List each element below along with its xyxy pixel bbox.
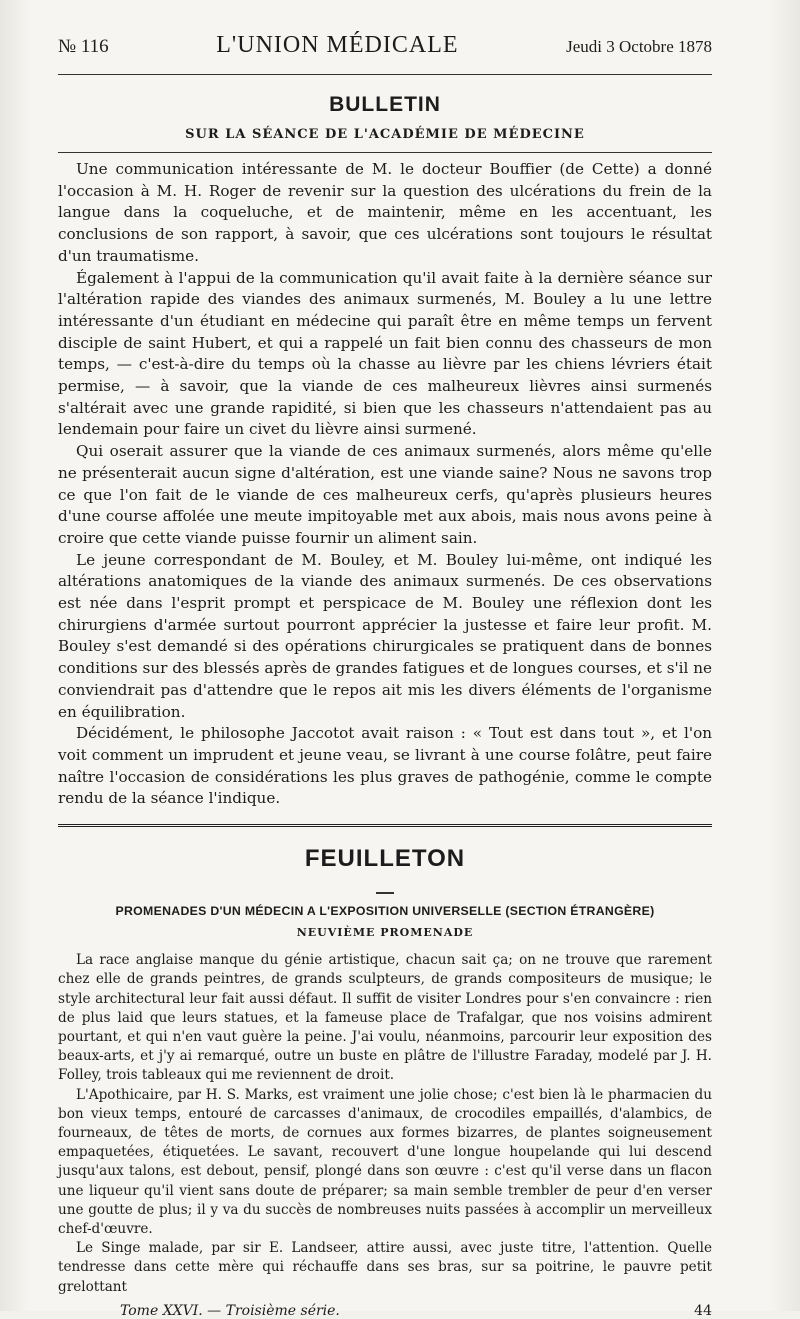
bulletin-paragraph: Qui oserait assurer que la viande de ces animaux surmenés, alors même qu'elle ne présenterait aucun signe d'altération, est une viande saine? Nous ne savons trop ce que l'on fait de le viande de ces malheureux cerfs, qu'après plusieurs heures d'une course affolée une meute impitoyable met aux abois, mais nous avons peine à croire que cette viande puisse fournir un aliment sain. <box>58 442 712 547</box>
bulletin-paragraph: Le jeune correspondant de M. Bouley, et M. Bouley lui-même, ont indiqué les altérations anatomiques de la viande des animaux surmenés. De ces observations est née dans l'esprit prompt et perspicace de M. Bouley une réflexion dont les chirurgiens d'armée surtout pourront apprécier la justesse et faire leur profit. M. Bouley s'est demandé si des opérations chirurgicales se pratiquent dans de bonnes conditions sur des blessés après de grandes fatigues et de longues courses, et s'il ne conviendrait pas d'attendre que le repos ait mis les divers éléments de l'organisme en équilibration. <box>58 550 712 721</box>
feuilleton-paragraph: L'Apothicaire, par H. S. Marks, est vraiment une jolie chose; c'est bien là le pharmacien du bon vieux temps, entouré de carcasses d'animaux, de crocodiles empaillés, d'alambics, de fourneaux, de têtes de morts, de cornues aux formes bizarres, de plantes soigneusement empaquetées, étiquetées. Le savant, recouvert d'une longue houpelande qui lui descend jusqu'aux talons, est debout, pensif, plongé dans son œuvre : c'est qu'il verse dans un flacon une liqueur qu'il vient sans doute de préparer; sa main semble trembler de peur d'en verser une goutte de plus; il y va du succès de nombreuses nuits passées à accomplir un merveilleux chef-d'œuvre. <box>58 1086 712 1237</box>
feuilleton-paragraph: La race anglaise manque du génie artistique, chacun sait ça; on ne trouve que rarement chez elle de grands peintres, de grands sculpteurs, de grands compositeurs de musique; le style architectural leur fait aussi défaut. Il suffit de visiter Londres pour s'en convaincre : rien de plus laid que leurs statues, et la fameuse place de Trafalgar, que nos voisins admirent pourtant, et qui n'en vaut guère la peine. J'ai voulu, néanmoins, parcourir leur exposition des beaux-arts, et j'y ai remarqué, outre un buste en plâtre de l'illustre Faraday, modelé par J. H. Folley, trois tableaux qui me reviennent de droit. <box>58 952 712 1084</box>
journal-title: L'UNION MÉDICALE <box>216 32 459 58</box>
bulletin-title: BULLETIN <box>329 93 441 116</box>
bulletin-subtitle: SUR LA SÉANCE DE L'ACADÉMIE DE MÉDECINE <box>185 127 585 142</box>
feuilleton-body <box>58 951 712 1297</box>
feuilleton-dash <box>58 879 712 898</box>
issue-date: Jeudi 3 Octobre 1878 <box>566 37 712 56</box>
volume-info: Tome XXVI. — Troisième série. <box>120 1302 340 1319</box>
bulletin-paragraph: Une communication intéressante de M. le docteur Bouffier (de Cette) a donné l'occasion à M. H. Roger de revenir sur la question des ulcérations du frein de la langue dans la coqueluche, et de maintenir, même en les accentuant, les conclusions de son rapport, à savoir, que ces ulcérations sont toujours le résultat d'un traumatisme. <box>58 160 712 265</box>
bulletin-paragraph: Également à l'appui de la communication qu'il avait faite à la dernière séance sur l'altération rapide des viandes des animaux surmenés, M. Bouley a lu une lettre intéressante d'un étudiant en médecine qui paraît être en même temps un fervent disciple de saint Hubert, et qui a rappelé un fait bien connu des chasseurs de mon temps, — c'est-à-dire du temps où la chasse au lièvre par les chiens lévriers était permise, — à savoir, que la viande de ces malheureux lièvres ainsi surmenés s'altérait avec une grande rapidité, si bien que les chasseurs n'attendaient pas au lendemain pour faire un civet du lièvre ainsi surmené. <box>58 268 712 439</box>
bulletin-body <box>58 159 712 810</box>
bulletin-rule <box>58 152 712 153</box>
page-number: 44 <box>694 1302 712 1319</box>
promenade-subtitle: NEUVIÈME PROMENADE <box>296 926 474 940</box>
promenade-title: PROMENADES D'UN MÉDECIN A L'EXPOSITION UNIVERSELLE (SECTION ÉTRANGÈRE) <box>115 904 655 919</box>
feuilleton-title: FEUILLETON <box>304 845 466 873</box>
page-header <box>58 32 712 70</box>
issue-number: № 116 <box>58 36 109 57</box>
feuilleton-rule <box>58 824 712 827</box>
bulletin-paragraph: Décidément, le philosophe Jaccotot avait raison : « Tout est dans tout », et l'on voit comment un imprudent et jeune veau, se livrant à une course folâtre, peut faire naître l'occasion de considérations les plus graves de pathogénie, comme le compte rendu de la séance l'indique. <box>58 724 712 808</box>
header-rule <box>58 74 712 75</box>
feuilleton-paragraph: Le Singe malade, par sir E. Landseer, attire aussi, avec juste titre, l'attention. Quelle tendresse dans cette mère qui réchauffe dans ses bras, sur sa poitrine, le pauvre petit grelottant <box>58 1240 712 1295</box>
